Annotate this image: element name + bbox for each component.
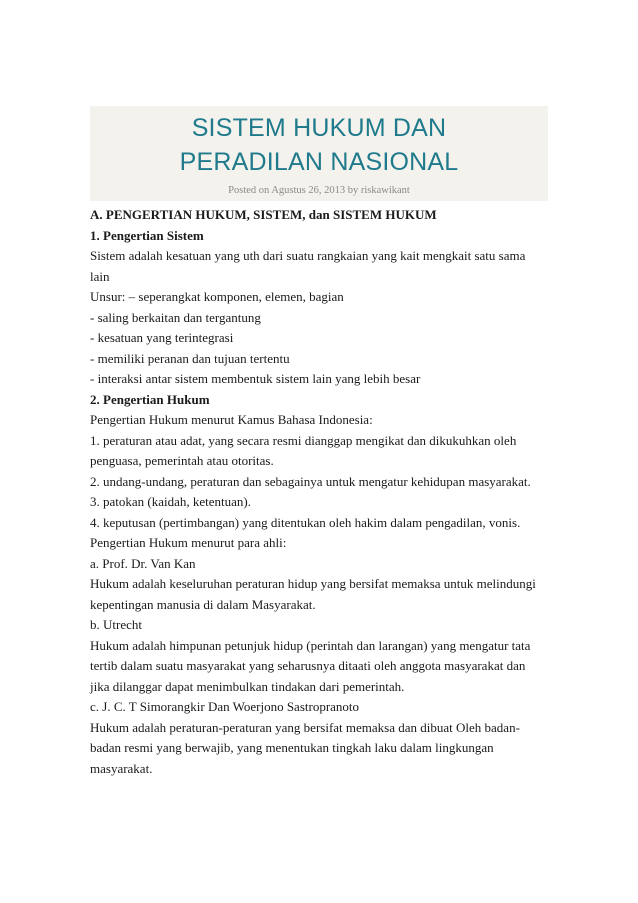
title-line-1: SISTEM HUKUM DAN [191,114,447,142]
list-item: c. J. C. T Simorangkir Dan Woerjono Sastropranoto [90,699,360,714]
article-body [90,205,548,779]
list-item: 2. undang-undang, peraturan dan sebagainya untuk mengatur kehidupan masyarakat. [90,473,531,489]
list-item: b. Utrecht [90,617,142,632]
post-header [90,106,548,201]
posted-meta: Posted on Agustus 26, 2013 by riskawikant [228,185,410,196]
paragraph: Hukum adalah keseluruhan peraturan hidup yang bersifat memaksa untuk melindungi kepentingan manusia di dalam Masyarakat. [90,576,536,612]
list-item: - interaksi antar sistem membentuk sistem lain yang lebih besar [90,371,421,386]
list-item: - kesatuan yang terintegrasi [90,330,234,345]
section-heading: A. PENGERTIAN HUKUM, SISTEM, dan SISTEM HUKUM [90,207,437,222]
paragraph: Hukum adalah peraturan-peraturan yang bersifat memaksa dan dibuat Oleh badan-badan resmi yang berwajib, yang menentukan tingkah laku dalam lingkungan masyarakat. [90,719,520,776]
paragraph: Unsur: – seperangkat komponen, elemen, bagian [90,289,344,304]
list-item: - memiliki peranan dan tujuan tertentu [90,350,290,366]
paragraph: Pengertian Hukum menurut Kamus Bahasa Indonesia: [90,412,373,427]
list-item: a. Prof. Dr. Van Kan [90,555,196,571]
title-line-2: PERADILAN NASIONAL [179,148,459,176]
document-page [90,106,548,779]
list-item: 4. keputusan (pertimbangan) yang ditentukan oleh hakim dalam pengadilan, vonis. [90,514,521,530]
paragraph: Pengertian Hukum menurut para ahli: [90,535,287,550]
subheading-sistem: 1. Pengertian Sistem [90,227,204,243]
page-title [90,111,548,179]
paragraph: Hukum adalah himpunan petunjuk hidup (perintah dan larangan) yang mengatur tata tertib dalam suatu masyarakat yang seharusnya ditaati oleh anggota masyarakat dan jika dilanggar dapat menimbulkan tindakan dari pemerintah. [90,637,531,694]
list-item: - saling berkaitan dan tergantung [90,309,261,325]
list-item: 1. peraturan atau adat, yang secara resmi dianggap mengikat dan dikukuhkan oleh penguasa, pemerintah atau otoritas. [90,432,517,468]
list-item: 3. patokan (kaidah, ketentuan). [90,494,251,509]
paragraph: Sistem adalah kesatuan yang uth dari suatu rangkaian yang kait mengkait satu sama lain [90,248,526,284]
subheading-hukum: 2. Pengertian Hukum [90,391,210,407]
